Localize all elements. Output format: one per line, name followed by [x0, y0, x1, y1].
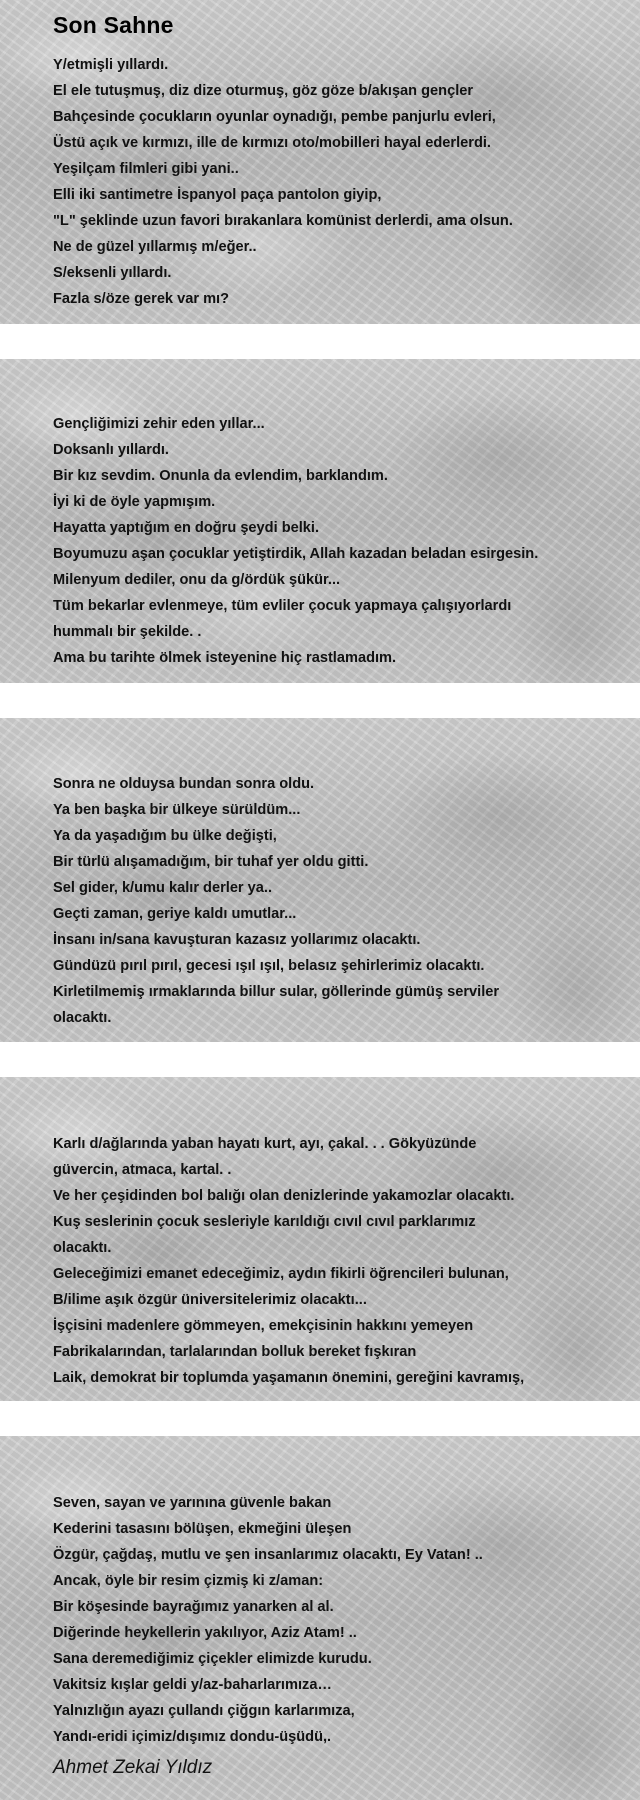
- poem-line: Karlı d/ağlarında yaban hayatı kurt, ayı, çakal. . . Gökyüzünde: [53, 1136, 477, 1152]
- poem-line: Diğerinde heykellerin yakılıyor, Aziz Atam! ..: [53, 1625, 357, 1641]
- poem-line: Gündüzü pırıl pırıl, gecesi ışıl ışıl, belasız şehirlerimiz olacaktı.: [53, 958, 485, 974]
- poem-line: olacaktı.: [53, 1240, 112, 1256]
- poem-stanza-5: [53, 1490, 613, 1750]
- poem-line: Gençliğimizi zehir eden yıllar...: [53, 416, 265, 432]
- poem-line: Boyumuzu aşan çocuklar yetiştirdik, Allah kazadan beladan esirgesin.: [53, 546, 539, 562]
- poem-line: Bir türlü alışamadığım, bir tuhaf yer oldu gitti.: [53, 854, 369, 870]
- poem-line: Ya ben başka bir ülkeye sürüldüm...: [53, 802, 301, 818]
- poem-line: Hayatta yaptığım en doğru şeydi belki.: [53, 520, 320, 536]
- poem-line: Elli iki santimetre İspanyol paça pantolon giyip,: [53, 187, 382, 203]
- poem-line: Sonra ne olduysa bundan sonra oldu.: [53, 776, 315, 792]
- poem-line: Sel gider, k/umu kalır derler ya..: [53, 880, 273, 896]
- poem-line: Tüm bekarlar evlenmeye, tüm evliler çocuk yapmaya çalışıyorlardı: [53, 598, 512, 614]
- poem-line: S/eksenli yıllardı.: [53, 265, 172, 281]
- poem-line: B/ilime aşık özgür üniversitelerimiz olacaktı...: [53, 1292, 367, 1308]
- poem-line: "L" şeklinde uzun favori bırakanlara komünist derlerdi, ama olsun.: [53, 213, 513, 229]
- poem-line: Sana deremediğimiz çiçekler elimizde kurudu.: [53, 1651, 372, 1667]
- poem-line: Fazla s/öze gerek var mı?: [53, 291, 230, 307]
- poem-line: Seven, sayan ve yarınına güvenle bakan: [53, 1495, 332, 1511]
- poem-line: Geçti zaman, geriye kaldı umutlar...: [53, 906, 297, 922]
- poem-line: Doksanlı yıllardı.: [53, 442, 169, 458]
- poem-line: Laik, demokrat bir toplumda yaşamanın önemini, gereğini kavramış,: [53, 1370, 525, 1386]
- poem-line: Yeşilçam filmleri gibi yani..: [53, 161, 239, 177]
- poem-line: Özgür, çağdaş, mutlu ve şen insanlarımız olacaktı, Ey Vatan! ..: [53, 1547, 483, 1563]
- poem-line: Ne de güzel yıllarmış m/eğer..: [53, 239, 257, 255]
- poem-line: Ama bu tarihte ölmek isteyenine hiç rastlamadım.: [53, 650, 397, 666]
- poem-line: Yalnızlığın ayazı çullandı çiğgın karlarımıza,: [53, 1703, 355, 1719]
- poem-line: Yandı-eridi içimiz/dışımız dondu-üşüdü,.: [53, 1729, 332, 1745]
- poem-line: Y/etmişli yıllardı.: [53, 57, 169, 73]
- poem-line: El ele tutuşmuş, diz dize oturmuş, göz göze b/akışan gençler: [53, 83, 474, 99]
- poem-line: güvercin, atmaca, kartal. .: [53, 1162, 232, 1178]
- poem-line: olacaktı.: [53, 1010, 112, 1026]
- poem-line: Kirletilmemiş ırmaklarında billur sular, göllerinde gümüş serviler: [53, 984, 500, 1000]
- poem-stanza-2: [53, 411, 613, 671]
- poem-line: Üstü açık ve kırmızı, ille de kırmızı oto/mobilleri hayal ederlerdi.: [53, 135, 491, 151]
- poem-line: Ancak, öyle bir resim çizmiş ki z/aman:: [53, 1573, 324, 1589]
- poem-line: Geleceğimizi emanet edeceğimiz, aydın fikirli öğrencileri bulunan,: [53, 1266, 509, 1282]
- poem-line: Ya da yaşadığım bu ülke değişti,: [53, 828, 277, 844]
- poem-line: hummalı bir şekilde. .: [53, 624, 202, 640]
- poem-line: Bir köşesinde bayrağımız yanarken al al.: [53, 1599, 334, 1615]
- poem-line: İşçisini madenlere gömmeyen, emekçisinin hakkını yemeyen: [53, 1318, 474, 1334]
- poem-line: İyi ki de öyle yapmışım.: [53, 494, 216, 510]
- poem-line: Kuş seslerinin çocuk sesleriyle karıldığı cıvıl cıvıl parklarımız: [53, 1214, 476, 1230]
- poem-line: Kederini tasasını bölüşen, ekmeğini üleşen: [53, 1521, 352, 1537]
- poem-title: Son Sahne: [53, 12, 174, 38]
- poem-stanza-1: [53, 52, 613, 312]
- poem-stanza-4: [53, 1131, 613, 1391]
- poem-line: Bir kız sevdim. Onunla da evlendim, barklandım.: [53, 468, 388, 484]
- poem-line: Bahçesinde çocukların oyunlar oynadığı, pembe panjurlu evleri,: [53, 109, 496, 125]
- poem-line: Milenyum dediler, onu da g/ördük şükür...: [53, 572, 341, 588]
- poem-line: İnsanı in/sana kavuşturan kazasız yollarımız olacaktı.: [53, 932, 421, 948]
- poem-author: Ahmet Zekai Yıldız: [53, 1757, 213, 1778]
- poem-line: Fabrikalarından, tarlalarından bolluk bereket fışkıran: [53, 1344, 417, 1360]
- poem-stanza-3: [53, 771, 613, 1031]
- poem-line: Vakitsiz kışlar geldi y/az-baharlarımıza…: [53, 1677, 333, 1693]
- poem-line: Ve her çeşidinden bol balığı olan denizlerinde yakamozlar olacaktı.: [53, 1188, 515, 1204]
